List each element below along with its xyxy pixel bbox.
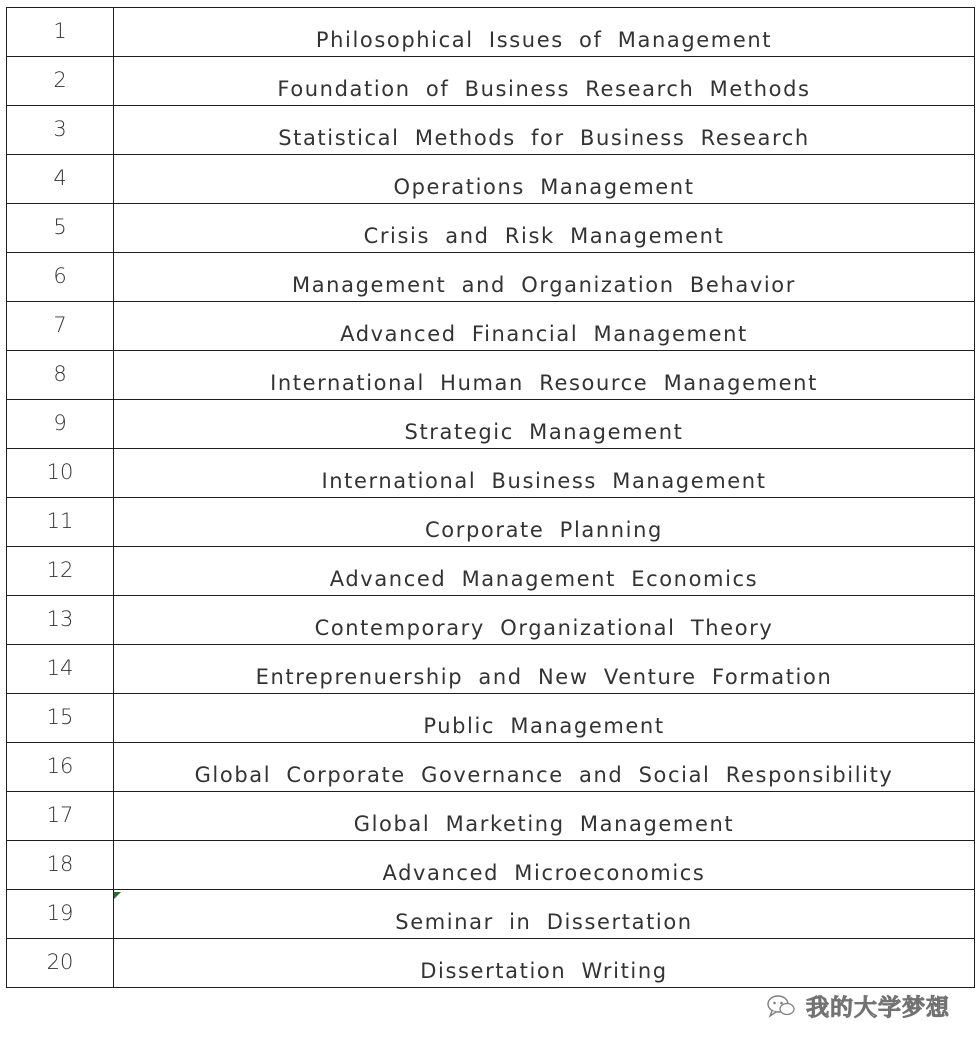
course-number: 1 bbox=[7, 8, 114, 57]
table-row bbox=[7, 596, 975, 645]
table-row bbox=[7, 106, 975, 155]
course-number: 11 bbox=[7, 498, 114, 547]
course-number: 6 bbox=[7, 253, 114, 302]
course-number: 8 bbox=[7, 351, 114, 400]
course-title: Philosophical Issues of Management bbox=[114, 8, 975, 57]
table-row bbox=[7, 890, 975, 939]
table-row bbox=[7, 743, 975, 792]
course-title: Operations Management bbox=[114, 155, 975, 204]
table-row bbox=[7, 8, 975, 57]
course-title: International Business Management bbox=[114, 449, 975, 498]
course-title: Strategic Management bbox=[114, 400, 975, 449]
table-row bbox=[7, 694, 975, 743]
course-title: Public Management bbox=[114, 694, 975, 743]
course-number: 5 bbox=[7, 204, 114, 253]
table-row bbox=[7, 498, 975, 547]
table-row bbox=[7, 155, 975, 204]
course-title: Advanced Financial Management bbox=[114, 302, 975, 351]
table-row bbox=[7, 792, 975, 841]
course-number: 10 bbox=[7, 449, 114, 498]
table-row bbox=[7, 547, 975, 596]
course-title: Global Marketing Management bbox=[114, 792, 975, 841]
course-title: Advanced Microeconomics bbox=[114, 841, 975, 890]
course-table-body bbox=[7, 8, 975, 988]
course-table bbox=[6, 7, 975, 988]
table-row bbox=[7, 841, 975, 890]
table-row bbox=[7, 400, 975, 449]
course-number: 16 bbox=[7, 743, 114, 792]
course-number: 18 bbox=[7, 841, 114, 890]
course-number: 15 bbox=[7, 694, 114, 743]
course-number: 9 bbox=[7, 400, 114, 449]
course-title: International Human Resource Management bbox=[114, 351, 975, 400]
course-number: 19 bbox=[7, 890, 114, 939]
course-number: 2 bbox=[7, 57, 114, 106]
table-row bbox=[7, 302, 975, 351]
course-title: Foundation of Business Research Methods bbox=[114, 57, 975, 106]
table-row bbox=[7, 57, 975, 106]
watermark bbox=[766, 989, 950, 1022]
watermark-text: 我的大学梦想 bbox=[806, 995, 950, 1021]
course-number: 4 bbox=[7, 155, 114, 204]
course-title: Statistical Methods for Business Research bbox=[114, 106, 975, 155]
table-row bbox=[7, 204, 975, 253]
course-title: Corporate Planning bbox=[114, 498, 975, 547]
course-number: 17 bbox=[7, 792, 114, 841]
table-row bbox=[7, 351, 975, 400]
course-title: Advanced Management Economics bbox=[114, 547, 975, 596]
course-number: 14 bbox=[7, 645, 114, 694]
course-number: 7 bbox=[7, 302, 114, 351]
cell-comment-marker bbox=[114, 892, 121, 899]
course-number: 20 bbox=[7, 939, 114, 988]
course-number: 12 bbox=[7, 547, 114, 596]
table-row bbox=[7, 939, 975, 988]
course-title: Entreprenuership and New Venture Formation bbox=[114, 645, 975, 694]
wechat-icon bbox=[766, 993, 796, 1019]
course-number: 3 bbox=[7, 106, 114, 155]
course-title: Seminar in Dissertation bbox=[114, 890, 975, 939]
course-title: Dissertation Writing bbox=[114, 939, 975, 988]
course-title: Management and Organization Behavior bbox=[114, 253, 975, 302]
course-title: Crisis and Risk Management bbox=[114, 204, 975, 253]
table-row bbox=[7, 645, 975, 694]
course-title: Global Corporate Governance and Social Responsibility bbox=[114, 743, 975, 792]
course-number: 13 bbox=[7, 596, 114, 645]
table-row bbox=[7, 253, 975, 302]
course-title: Contemporary Organizational Theory bbox=[114, 596, 975, 645]
table-row bbox=[7, 449, 975, 498]
